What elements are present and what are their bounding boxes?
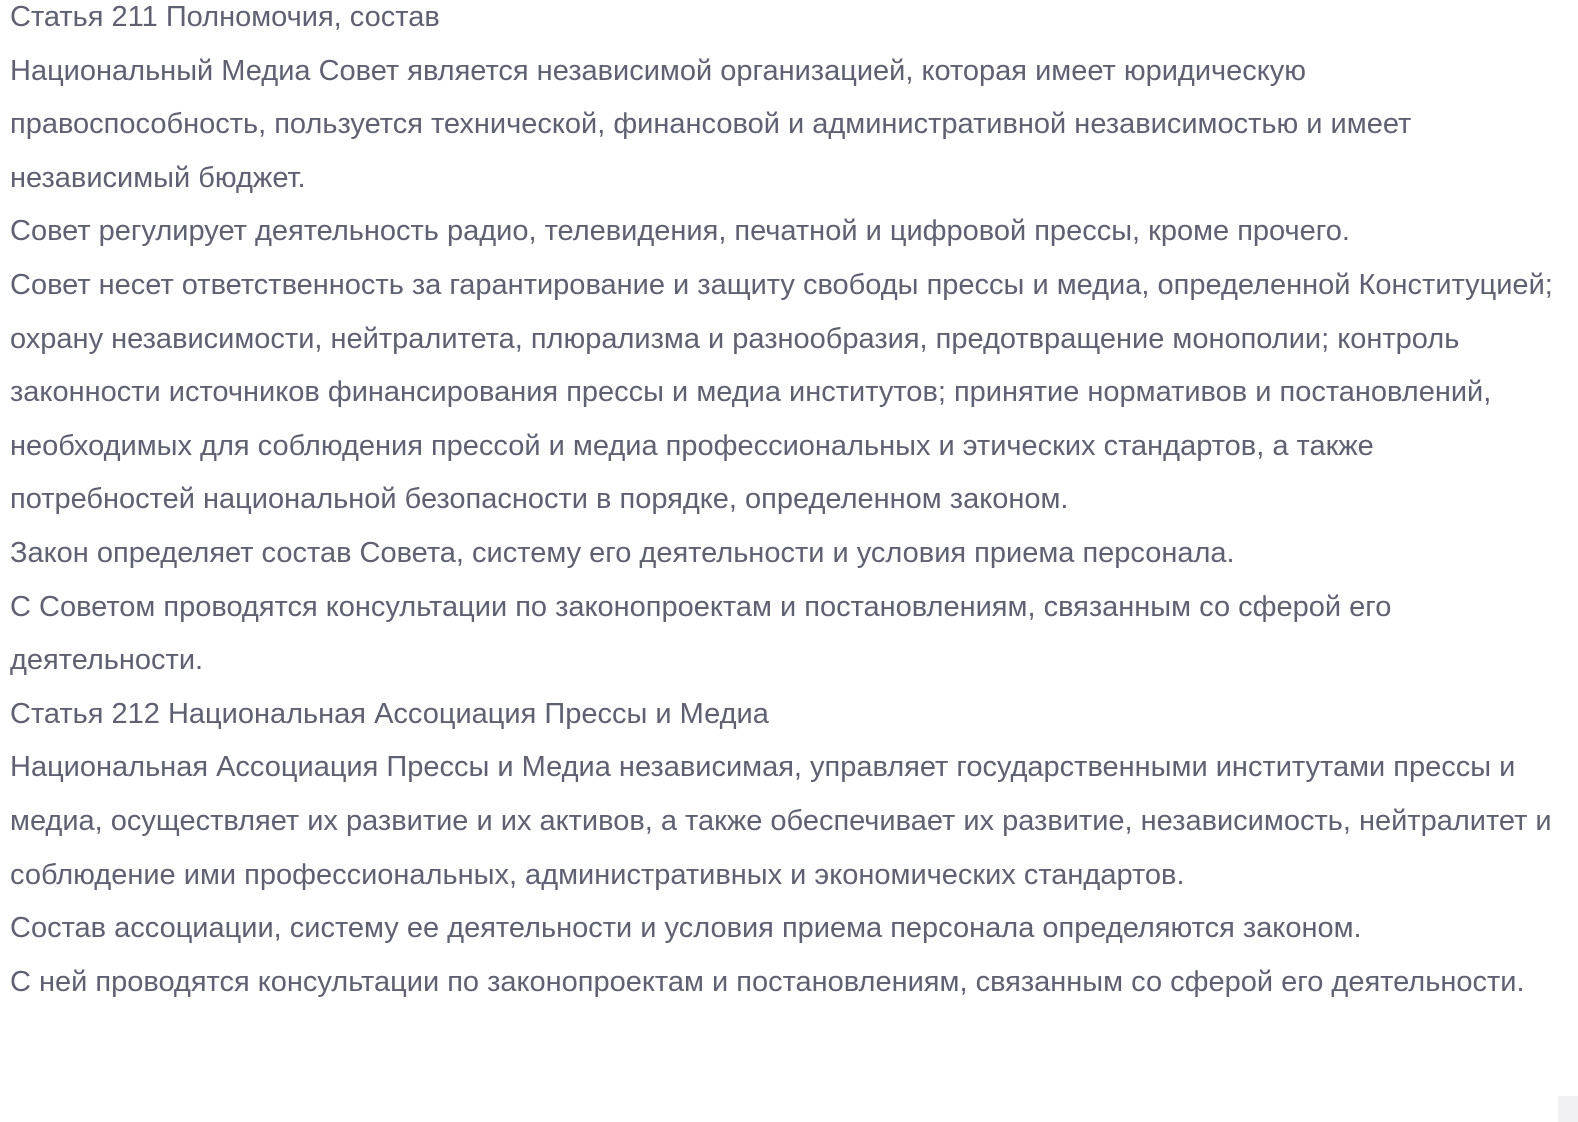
article-paragraph: Закон определяет состав Совета, систему его деятельности и условия приема персонала. (10, 536, 1235, 569)
article-paragraph: Состав ассоциации, систему ее деятельности и условия приема персонала определяются законом. (10, 912, 1362, 945)
article-heading: Статья 212 Национальная Ассоциация Прессы и Медиа (10, 697, 769, 730)
article-paragraph: С Советом проводятся консультации по законопроектам и постановлениям, связанным со сферой его деятельности. (10, 590, 1392, 677)
article-paragraph: Совет несет ответственность за гарантирование и защиту свободы прессы и медиа, определенной Конституцией; охрану независимости, нейтралитета, плюрализма и разнообразия, предотвращение монополии; контроль законности источников финансирования прессы и медиа институтов; принятие нормативов и постановлений, необходимых для соблюдения прессой и медиа профессиональных и этических стандартов, а также потребностей национальной безопасности в порядке, определенном законом. (10, 268, 1553, 516)
scroll-corner (1558, 1096, 1578, 1122)
article-heading: Статья 211 Полномочия, состав (10, 1, 440, 33)
article-paragraph: Национальный Медиа Совет является независимой организацией, которая имеет юридическую правоспособность, пользуется технической, финансовой и административной независимостью и имеет независимый бюджет. (10, 54, 1412, 194)
article-212 (10, 688, 1562, 1010)
article-211 (10, 0, 1562, 688)
document-body (10, 0, 1562, 1009)
article-paragraph: Совет регулирует деятельность радио, телевидения, печатной и цифровой прессы, кроме прочего. (10, 215, 1350, 248)
article-paragraph: С ней проводятся консультации по законопроектам и постановлениям, связанным со сферой его деятельности. (10, 965, 1525, 998)
article-paragraph: Национальная Ассоциация Прессы и Медиа независимая, управляет государственными институтами прессы и медиа, осуществляет их развитие и их активов, а также обеспечивает их развитие, независимость, нейтралитет и соблюдение ими профессиональных, административных и экономических стандартов. (10, 751, 1552, 891)
